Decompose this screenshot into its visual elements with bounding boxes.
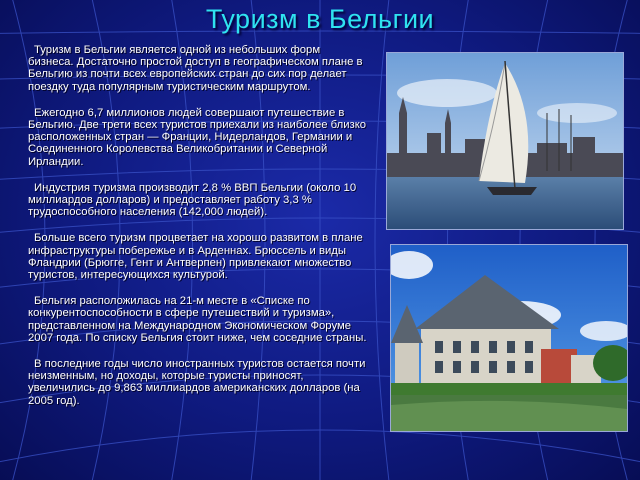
text-column xyxy=(28,44,368,421)
paragraph-visitors: Ежегодно 6,7 миллионов людей совершают путешествие в Бельгию. Две трети всех туристов приехали из наиболее близко расположенных стран — Франции, Нидерландов, Германии и Соединенного Королевства Великобритании и Северной Ирландии. xyxy=(28,106,367,168)
castle-photo xyxy=(390,244,628,432)
paragraph-revenue: В последние годы число иностранных туристов остается почти неизменным, но доходы, которые туристы приносят, увеличились до 9,863 миллиардов американских долларов (на 2005 год). xyxy=(28,358,366,407)
paragraph-ranking: Бельгия расположилась на 21-м месте в «Списке по конкурентоспособности в сфере путешествий и туризма», представленном на Международном Экономическом Форуме 2007 года. По списку Бельгия стоит ниже, чем соседние страны. xyxy=(28,295,367,344)
paragraph-destinations: Больше всего туризм процветает на хорошо развитом в плане инфраструктуры побережье и в Арденнах. Брюссель и виды Фландрии (Брюгге, Гент и Антверпен) привлекают множество туристов, интересующихся культурой. xyxy=(28,232,363,282)
slide-title: Туризм в Бельгии xyxy=(205,4,435,34)
paragraph-intro: Туризм в Бельгии является одной из небольших форм бизнеса. Достаточно простой доступ в географическом плане в Бельгию из почти всех европейских стран до сих пор делает поездку туда популярным туристическим маршрутом. xyxy=(28,44,363,93)
sailboat-harbor-photo xyxy=(386,52,624,230)
paragraph-economy: Индустрия туризма производит 2,8 % ВВП Бельгии (около 10 миллиардов долларов) и предоставляет работу 3,3 % трудоспособного населения (142,000 людей). xyxy=(28,181,357,219)
